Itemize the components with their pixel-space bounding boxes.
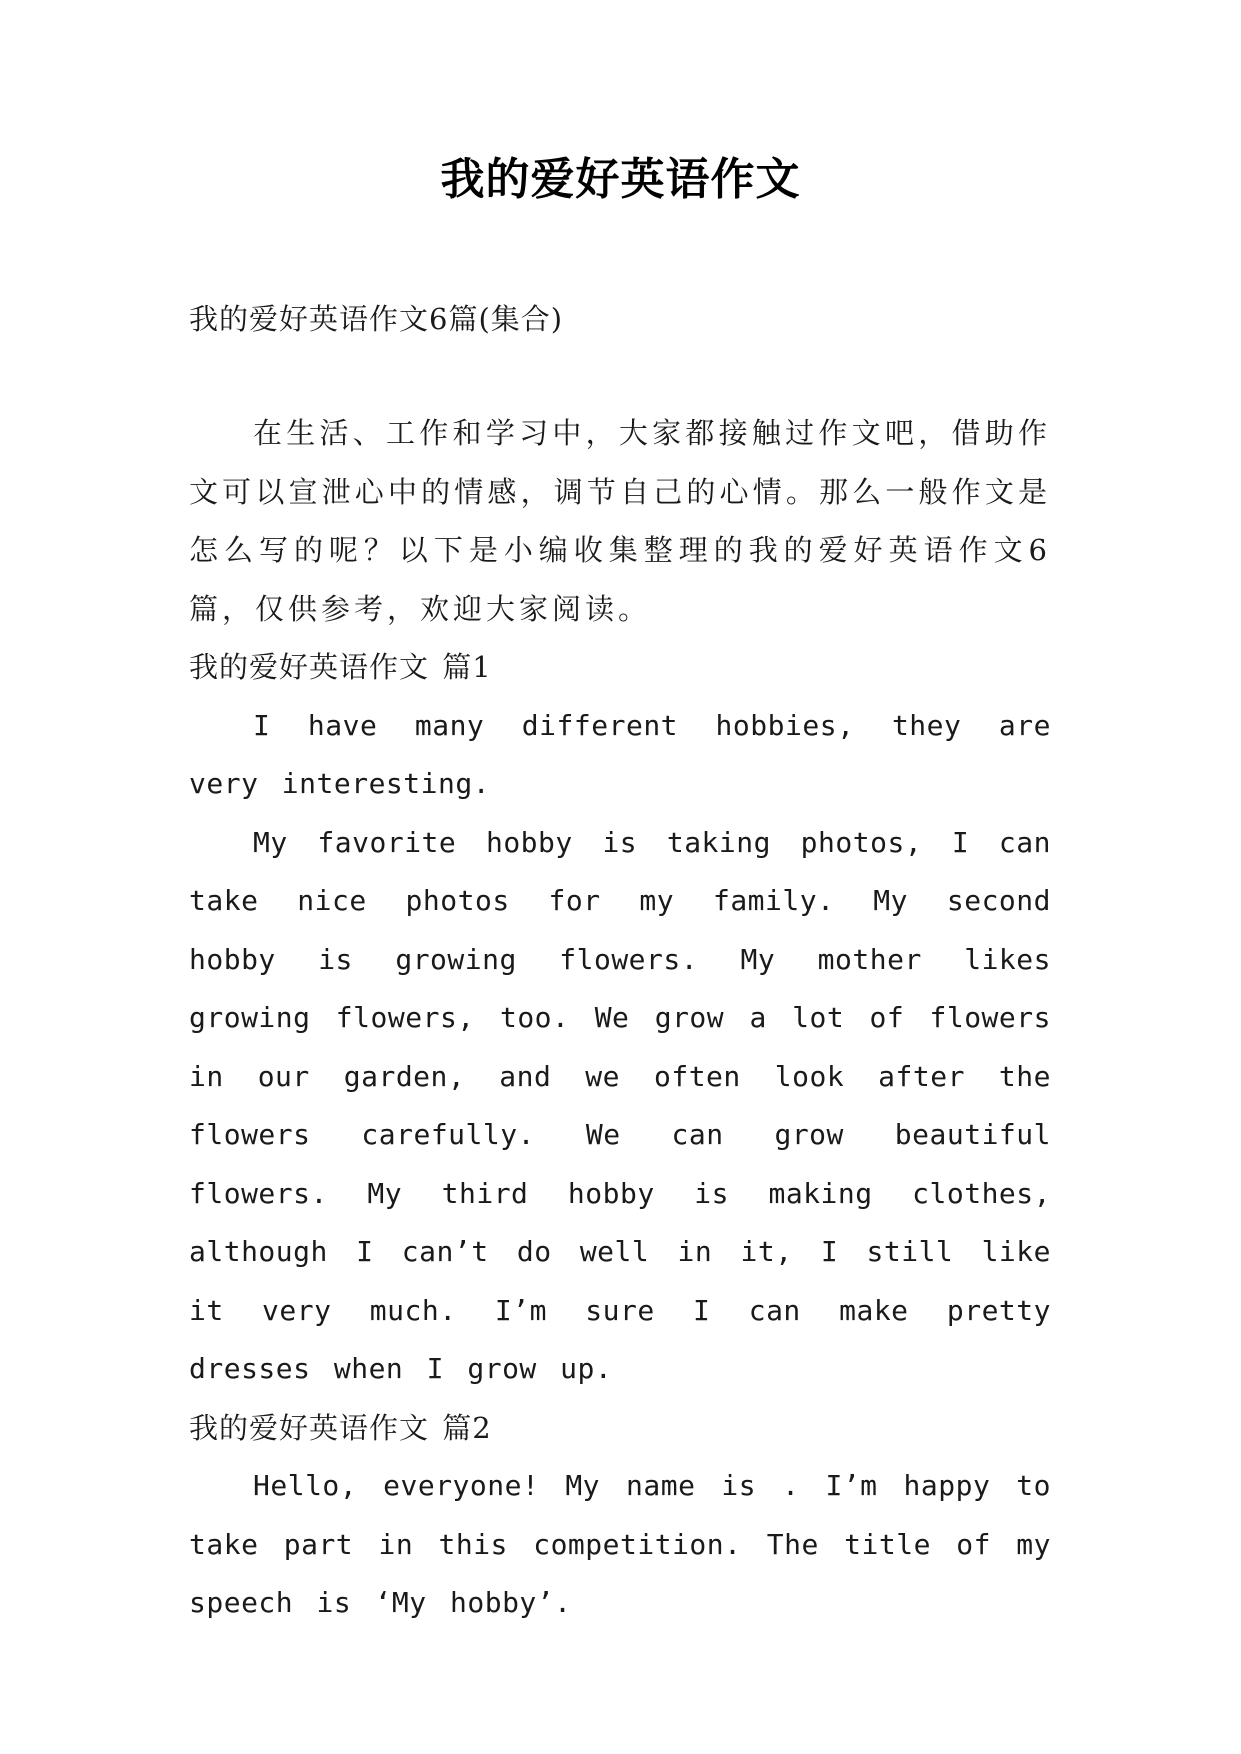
document-body (189, 404, 1051, 1633)
document-subtitle: 我的爱好英语作文6篇(集合) (189, 302, 564, 336)
section-1-paragraph-1: I have many different hobbies, they are very interesting. (189, 708, 1051, 800)
section-2-paragraph-1: Hello, everyone! My name is . I’m happy to take part in this competition. The title of my speech is ‘My hobby’. (189, 1469, 1051, 1619)
section-1-paragraph-2: My favorite hobby is taking photos, I can take nice photos for my family. My second hobby is growing flowers. My mother likes growing flowers, too. We grow a lot of flowers in our garden, and we often look after the flowers carefully. We can grow beautiful flowers. My third hobby is making clothes, although I can’t do well in it, I still like it very much. I’m sure I can make pretty dresses when I grow up. (189, 825, 1051, 1385)
intro-paragraph: 在生活、工作和学习中，大家都接触过作文吧，借助作文可以宣泄心中的情感，调节自己的心情。那么一般作文是怎么写的呢？以下是小编收集整理的我的爱好英语作文6篇，仅供参考，欢迎大家阅读。 (189, 416, 1051, 626)
section-heading-1: 我的爱好英语作文 篇1 (189, 650, 492, 684)
section-heading-2: 我的爱好英语作文 篇2 (189, 1410, 492, 1445)
document-title: 我的爱好英语作文 (440, 154, 801, 205)
